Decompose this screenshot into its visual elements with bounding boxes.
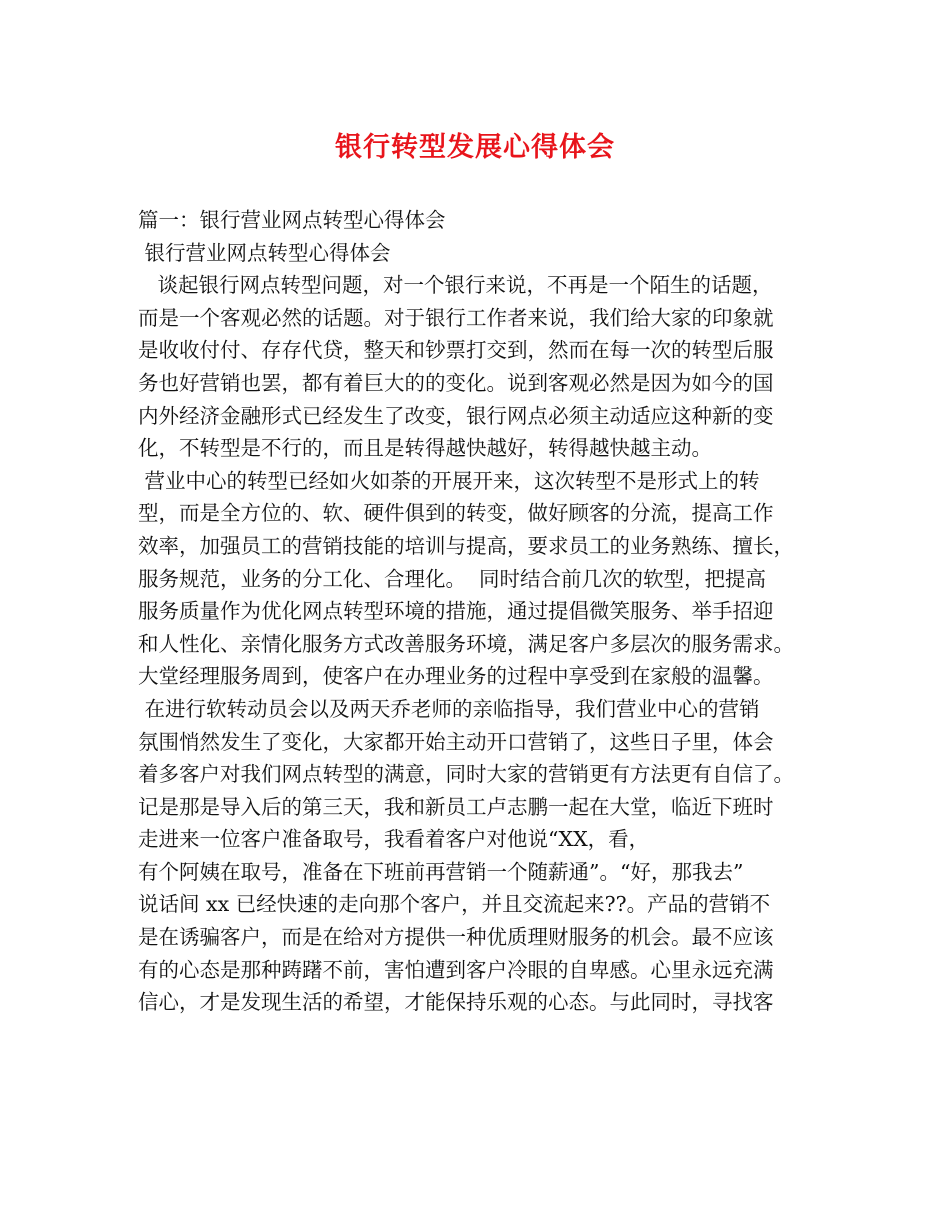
text-line: 谈起银行网点转型问题，对一个银行来说，不再是一个陌生的话题，	[138, 273, 773, 298]
text-line: 务也好营销也罢，都有着巨大的的变化。说到客观必然是因为如今的国	[138, 370, 774, 395]
text-line: 走进来一位客户准备取号，我看着客户对他说“XX，看，	[138, 827, 650, 852]
text-line: 银行营业网点转型心得体会	[138, 240, 391, 265]
text-line: 效率，加强员工的营销技能的培训与提高，要求员工的业务熟练、擅长，	[138, 533, 794, 558]
text-line: 有的心态是那种踌躇不前，害怕遭到客户冷眼的自卑感。心里永远充满	[138, 957, 774, 982]
text-line: 和人性化、亲情化服务方式改善服务环境，满足客户多层次的服务需求。	[138, 631, 794, 656]
text-line: 是在诱骗客户，而是在给对方提供一种优质理财服务的机会。最不应该	[138, 925, 774, 950]
text-line: 氛围悄然发生了变化，大家都开始主动开口营销了，这些日子里，体会	[138, 729, 774, 754]
text-line: 说话间 xx 已经快速的走向那个客户，并且交流起来??。产品的营销不	[138, 892, 771, 917]
text-line: 有个阿姨在取号，准备在下班前再营销一个随薪通”。“好，那我去”	[138, 859, 744, 884]
text-line: 大堂经理服务周到，使客户在办理业务的过程中享受到在家般的温馨。	[138, 664, 774, 689]
text-line: 型，而是全方位的、软、硬件俱到的转变，做好顾客的分流，提高工作	[138, 501, 774, 526]
document-body	[138, 204, 838, 1019]
text-line: 信心，才是发现生活的希望，才能保持乐观的心态。与此同时，寻找客	[138, 990, 774, 1015]
text-line: 着多客户对我们网点转型的满意，同时大家的营销更有方法更有自信了。	[138, 762, 794, 787]
text-line: 记是那是导入后的第三天，我和新员工卢志鹏一起在大堂，临近下班时	[138, 794, 774, 819]
text-line: 化，不转型是不行的，而且是转得越快越好，转得越快越主动。	[138, 436, 712, 461]
document-title: 银行转型发展心得体会	[335, 132, 615, 163]
text-line: 在进行软转动员会以及两天乔老师的亲临指导，我们营业中心的营销	[138, 696, 760, 721]
text-line: 篇一：银行营业网点转型心得体会	[138, 208, 446, 232]
text-line: 是收收付付、存存代贷，整天和钞票打交到，然而在每一次的转型后服	[138, 338, 774, 363]
text-line: 服务质量作为优化网点转型环境的措施，通过提倡微笑服务、举手招迎	[138, 599, 774, 624]
text-line: 服务规范，业务的分工化、合理化。 同时结合前几次的软型，把提高	[138, 566, 767, 591]
text-line: 营业中心的转型已经如火如荼的开展开来，这次转型不是形式上的转	[138, 468, 760, 493]
text-line: 内外经济金融形式已经发生了改变，银行网点必须主动适应这种新的变	[138, 403, 774, 428]
text-line: 而是一个客观必然的话题。对于银行工作者来说，我们给大家的印象就	[138, 305, 774, 330]
